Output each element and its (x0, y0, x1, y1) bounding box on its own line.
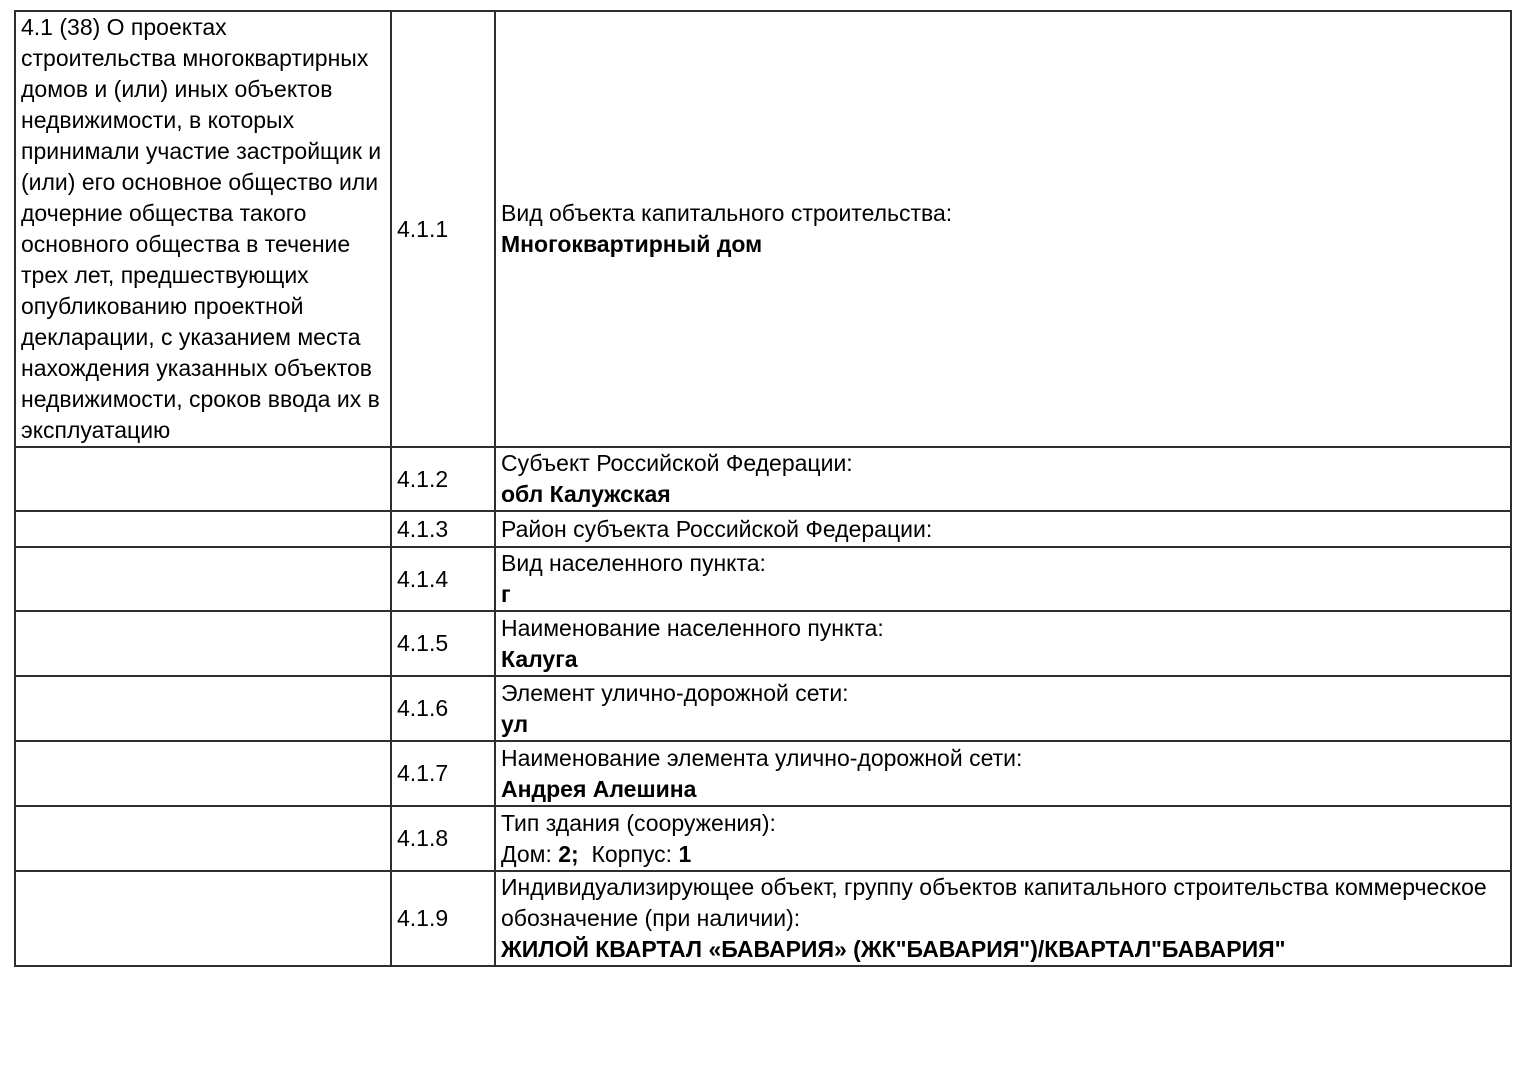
empty-cell (15, 871, 391, 966)
field-value-part: 1 (678, 840, 692, 867)
field-cell (495, 447, 1511, 511)
field-value: г (501, 581, 511, 607)
field-cell (495, 806, 1511, 871)
table-row (15, 447, 1511, 511)
table-row (15, 871, 1511, 966)
field-cell (495, 11, 1511, 447)
field-label: Тип здания (сооружения): (501, 809, 776, 836)
table-row (15, 806, 1511, 871)
field-value: Многоквартирный дом (501, 231, 763, 257)
empty-cell (15, 547, 391, 611)
field-label: Вид объекта капитального строительства: (501, 200, 953, 226)
row-number: 4.1.5 (391, 611, 495, 676)
field-cell (495, 741, 1511, 806)
field-value: Калуга (501, 645, 578, 672)
row-number: 4.1.6 (391, 676, 495, 741)
document-page (0, 10, 1529, 1080)
field-cell (495, 871, 1511, 966)
empty-cell (15, 806, 391, 871)
field-cell (495, 511, 1511, 547)
field-value-part: Дом: (501, 840, 559, 867)
empty-cell (15, 611, 391, 676)
empty-cell (15, 511, 391, 547)
row-number: 4.1.8 (391, 806, 495, 871)
field-cell (495, 611, 1511, 676)
table-row (15, 741, 1511, 806)
project-declaration-table (14, 10, 1512, 967)
row-number: 4.1.3 (391, 511, 495, 547)
table-row (15, 11, 1511, 447)
field-value: ул (501, 710, 529, 737)
field-label: Район субъекта Российской Федерации: (501, 515, 933, 542)
field-value: ЖИЛОЙ КВАРТАЛ «БАВАРИЯ» (ЖК"БАВАРИЯ")/КВАРТАЛ"БАВАРИЯ" (501, 936, 1286, 962)
field-cell (495, 547, 1511, 611)
empty-cell (15, 741, 391, 806)
field-label: Индивидуализирующее объект, группу объектов капитального строительства коммерческое обозначение (при наличии): (501, 874, 1487, 931)
row-number: 4.1.2 (391, 447, 495, 511)
field-value: обл Калужская (501, 481, 671, 507)
field-value-part: 2; (558, 840, 579, 867)
field-label: Субъект Российской Федерации: (501, 450, 853, 476)
field-label: Вид населенного пункта: (501, 550, 766, 576)
section-description: 4.1 (38) О проектах строительства многоквартирных домов и (или) иных объектов недвижимости, в которых принимали участие застройщик и (или) его основное общество или дочерние общества такого основного общества в течение трех лет, предшествующих опубликованию проектной декларации, с указанием места нахождения указанных объектов недвижимости, сроков ввода их в эксплуатацию (15, 11, 391, 447)
field-value-mixed (501, 839, 1505, 870)
row-number: 4.1.4 (391, 547, 495, 611)
field-label: Элемент улично-дорожной сети: (501, 679, 849, 706)
empty-cell (15, 447, 391, 511)
field-cell (495, 676, 1511, 741)
row-number: 4.1.7 (391, 741, 495, 806)
empty-cell (15, 676, 391, 741)
field-value: Андрея Алешина (501, 775, 697, 802)
table-row (15, 547, 1511, 611)
field-label: Наименование населенного пункта: (501, 614, 884, 641)
table-row (15, 611, 1511, 676)
row-number: 4.1.9 (391, 871, 495, 966)
row-number: 4.1.1 (391, 11, 495, 447)
table-row (15, 676, 1511, 741)
field-label: Наименование элемента улично-дорожной сети: (501, 744, 1023, 771)
table-row (15, 511, 1511, 547)
field-value-part: Корпус: (578, 840, 679, 867)
